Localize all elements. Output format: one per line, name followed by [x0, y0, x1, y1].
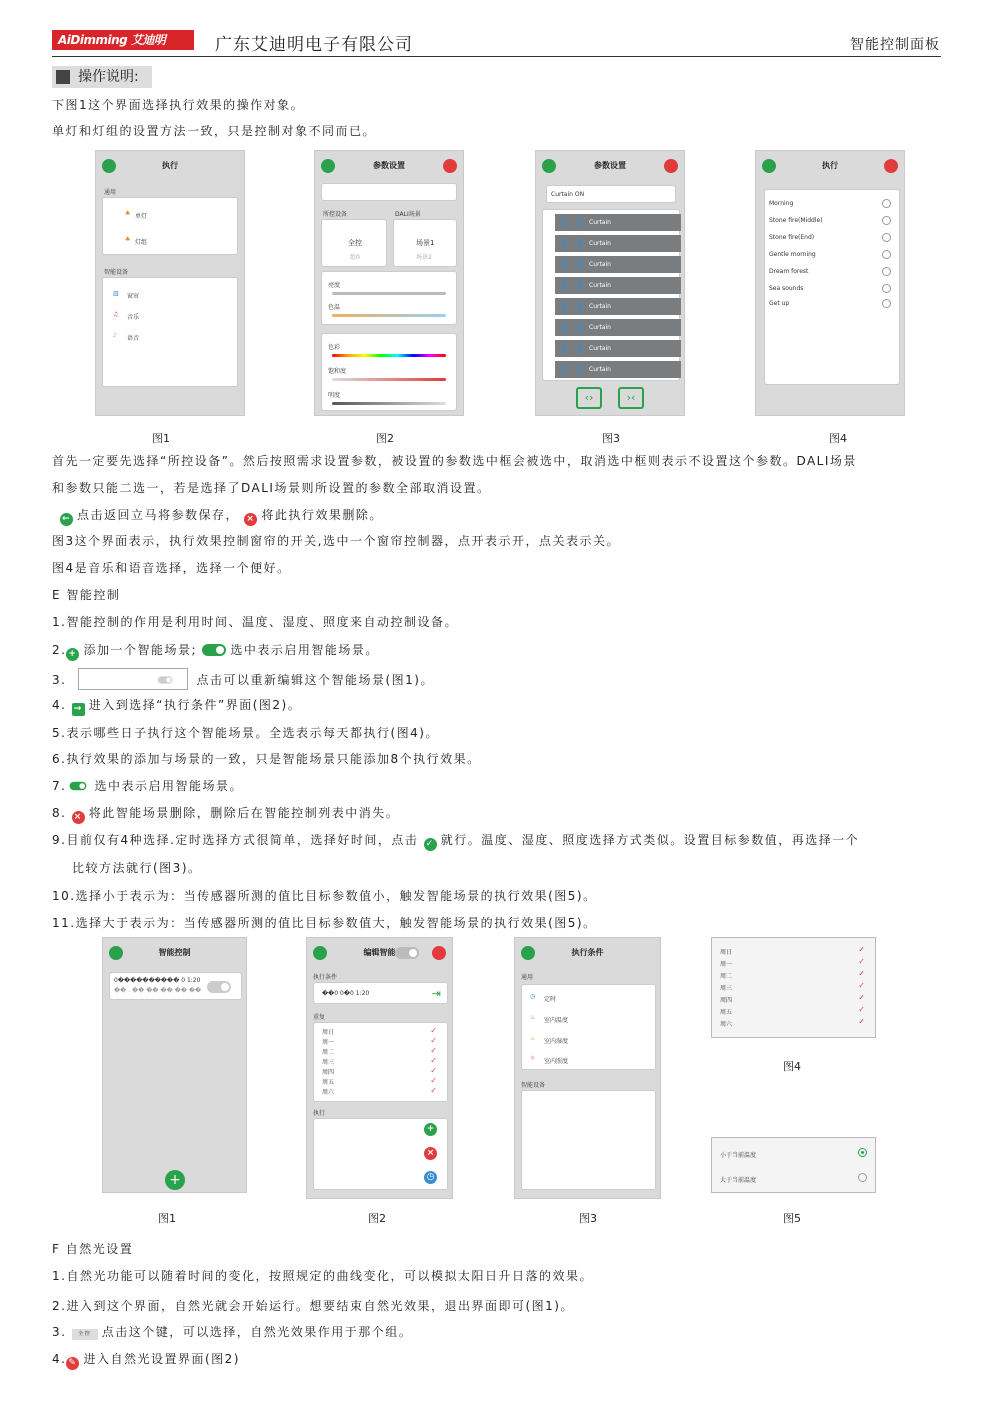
- fig2-lightness: 明度: [328, 392, 341, 399]
- back-icon: [321, 159, 335, 173]
- heading-e: E 智能控制: [52, 588, 121, 602]
- e-item-5: 5.表示哪些日子执行这个智能场景。全选表示每天都执行(图4)。: [52, 726, 439, 740]
- e-item-1: 1.智能控制的作用是利用时间、温度、湿度、照度来自动控制设备。: [52, 615, 458, 629]
- fig1-group-smart: 智能设备: [104, 269, 129, 276]
- fig2-param-screen: [314, 150, 464, 416]
- voice-icon: ♪: [113, 332, 117, 339]
- e-item-6: 6.执行效果的添加与场景的一致，只是智能场景只能添加8个执行效果。: [52, 752, 481, 766]
- para-2: 和参数只能二选一，若是选择了DALI场景则所设置的参数全部取消设置。: [52, 481, 491, 495]
- e-item-2: 2. + 添加一个智能场景; 选中表示启用智能场景。: [52, 643, 379, 659]
- enter-icon: →: [73, 704, 83, 714]
- fig3-curtain-list: [542, 209, 680, 381]
- fig3-curtain-screen: [535, 150, 685, 416]
- curtain-open-icon: ‹›: [576, 387, 602, 409]
- fig2-title: 参数设置: [373, 161, 405, 170]
- para-3: ← 点击返回立马将参数保存， × 将此执行效果删除。: [61, 508, 383, 524]
- fig2-dali-box: [393, 219, 457, 267]
- group-icon: ♣: [125, 236, 131, 243]
- fig2-brightness-card: [321, 271, 457, 325]
- delete-icon: ×: [73, 812, 83, 822]
- fig2-label-device: 所控设备: [323, 211, 348, 218]
- close-icon: [884, 159, 898, 173]
- smart-fig1-screen: 智能控制 0���������� 0 1:20 �� . �� �� �� �� �� +: [102, 937, 247, 1193]
- toggle-icon: [202, 644, 226, 656]
- header-divider: [52, 56, 941, 57]
- check-icon: ✓: [425, 839, 435, 849]
- curtain-item: Curtain: [555, 235, 681, 252]
- e-item-7: 7. 选中表示启用智能场景。: [52, 779, 243, 793]
- all-control-button-thumb: 全控: [72, 1329, 98, 1340]
- fig4-music-screen: [755, 150, 905, 416]
- curtain-item: Curtain: [555, 319, 681, 336]
- f-item-4: 4. ✎ 进入自然光设置界面(图2): [52, 1352, 240, 1368]
- fig1-item-voice: 语音: [127, 335, 140, 342]
- fig1-execute-screen: [95, 150, 245, 416]
- fig2-saturation: 饱和度: [328, 368, 347, 375]
- add-icon: +: [165, 1170, 185, 1190]
- close-icon: ×: [246, 514, 256, 524]
- smart-scene-row: 0���������� 0 1:20 �� . �� �� �� �� ��: [109, 972, 242, 1000]
- fig1-item-single: 单灯: [135, 213, 148, 220]
- smart-fig5-compare: 小于当前温度 大于当前温度: [711, 1137, 876, 1193]
- fig2-label-dali: DALI场景: [395, 211, 421, 218]
- fig2-scene2: 场景2: [416, 254, 432, 261]
- fig2-color-card: [321, 333, 457, 411]
- company-logo: AiDimming 艾迪明: [52, 30, 194, 50]
- fig3-title: 参数设置: [594, 161, 626, 170]
- e-item-9: 9.目前仅有4种选择.定时选择方式很简单，选择好时间，点击 ✓ 就行。温度、湿度、照度选择方式类似。设置目标参数值，再选择一个: [52, 833, 860, 849]
- product-name: 智能控制面板: [850, 37, 940, 53]
- company-name: 广东艾迪明电子有限公司: [215, 35, 413, 55]
- e-item-11: 11.选择大于表示为：当传感器所测的值比目标参数值大，触发智能场景的执行效果(图5)。: [52, 916, 597, 930]
- back-icon: [542, 159, 556, 173]
- back-icon: ←: [61, 514, 72, 524]
- fig2-group0: 组0: [350, 254, 360, 261]
- caption-fig2: 图2: [376, 432, 394, 445]
- curtain-item: Curtain: [555, 256, 681, 273]
- heading-f: F 自然光设置: [52, 1242, 134, 1256]
- back-icon: [762, 159, 776, 173]
- curtain-item: Curtain: [555, 277, 681, 294]
- fig2-color: 色彩: [328, 344, 341, 351]
- back-icon: [313, 946, 327, 960]
- curtain-icon: ▥: [113, 290, 119, 297]
- e-item-9-cont: 比较方法就行(图3)。: [72, 861, 202, 875]
- close-icon: [664, 159, 678, 173]
- fig1-item-group: 灯组: [135, 239, 148, 246]
- intro-line-2: 单灯和灯组的设置方法一致，只是控制对象不同而已。: [52, 124, 377, 138]
- e-item-10: 10.选择小于表示为：当传感器所测的值比目标参数值小，触发智能场景的执行效果(图5)。: [52, 889, 597, 903]
- delete-icon: ×: [424, 1147, 437, 1160]
- fig4-list: Morning Stone fire(Middle) Stone fire(End) Gentle morning Dream forest Sea sounds Get up: [764, 189, 900, 385]
- music-icon: ♫: [113, 311, 119, 318]
- fig2-field: [321, 183, 457, 201]
- curtain-item: Curtain: [555, 361, 681, 378]
- scene-row-thumbnail: [78, 668, 188, 690]
- f-item-3: 3. 全控 点击这个键，可以选择，自然光效果作用于那个组。: [52, 1325, 413, 1339]
- close-icon: [443, 159, 457, 173]
- f-item-2: 2.进入到这个界面，自然光就会开始运行。想要结束自然光效果，退出界面即可(图1)。: [52, 1299, 574, 1313]
- caption-fig4: 图4: [829, 432, 847, 445]
- fig1-group-general: 通用: [104, 189, 117, 196]
- para-1: 首先一定要先选择“所控设备”。然后按照需求设置参数，被设置的参数选中框会被选中，取消选中框则表示不设置这个参数。DALI场景: [52, 454, 857, 468]
- fig1-item-music: 音乐: [127, 314, 140, 321]
- curtain-item: Curtain: [555, 298, 681, 315]
- fig1-general-card: [102, 197, 238, 255]
- back-icon: [521, 946, 535, 960]
- add-icon: +: [424, 1123, 437, 1136]
- fig2-scene1: 场景1: [416, 239, 435, 247]
- bulb-icon: ♣: [125, 210, 131, 217]
- smart-fig2-screen: 编辑智能 执行条件 ��0 0�0 1:20 ⇥ 重复 周日 ✓ 周一 ✓ 周二 ✓ 周三 ✓ 周四 ✓ 周五 ✓ 周六 ✓ 执行 + × ◷: [306, 937, 453, 1199]
- close-icon: [432, 946, 446, 960]
- curtain-item: Curtain: [555, 340, 681, 357]
- e-item-3: 3. 点击可以重新编辑这个智能场景(图1)。: [52, 668, 434, 690]
- curtain-close-icon: ›‹: [618, 387, 644, 409]
- e-item-8: 8. × 将此智能场景删除，删除后在智能控制列表中消失。: [52, 806, 400, 822]
- fig2-device-box: [321, 219, 387, 267]
- fig2-all-control: 全控: [348, 239, 362, 247]
- smart-fig3-screen: 执行条件 通用 ◷ 定时 ♨ 室内温度 ♨ 室内湿度 ☼ 室内照度 智能设备: [514, 937, 661, 1199]
- smart-fig4-days: 周日 ✓ 周一 ✓ 周二 ✓ 周三 ✓ 周四 ✓ 周五 ✓ 周六 ✓: [711, 937, 876, 1038]
- toggle-icon: [70, 782, 87, 790]
- e-item-4: 4. → 进入到选择“执行条件”界面(图2)。: [52, 698, 302, 714]
- settings-icon: ✎: [68, 1358, 78, 1368]
- back-icon: [109, 946, 123, 960]
- caption-fig1: 图1: [152, 432, 170, 445]
- curtain-item: Curtain: [555, 214, 681, 231]
- fig2-color-temp: 色温: [328, 304, 341, 311]
- fig4-title: 执行: [822, 161, 838, 170]
- section-heading: 操作说明:: [52, 66, 152, 88]
- caption-fig3: 图3: [602, 432, 620, 445]
- intro-line-1: 下图1这个界面选择执行效果的操作对象。: [52, 98, 305, 112]
- add-icon: +: [68, 649, 78, 659]
- para-5: 图4是音乐和语音选择，选择一个便好。: [52, 561, 291, 575]
- back-icon: [102, 159, 116, 173]
- repeat-days: 周日 ✓ 周一 ✓ 周二 ✓ 周三 ✓ 周四 ✓ 周五 ✓ 周六 ✓: [313, 1022, 448, 1102]
- enter-icon: ⇥: [431, 987, 441, 1000]
- fig2-brightness: 亮度: [328, 282, 341, 289]
- clock-icon: ◷: [424, 1171, 437, 1184]
- f-item-1: 1.自然光功能可以随着时间的变化，按照规定的曲线变化，可以模拟太阳日升日落的效果。: [52, 1269, 593, 1283]
- para-4: 图3这个界面表示，执行效果控制窗帘的开关,选中一个窗帘控制器，点开表示开，点关表示关。: [52, 534, 620, 548]
- fig3-field: Curtain ON: [546, 185, 676, 203]
- fig1-smart-card: [102, 277, 238, 387]
- fig1-title: 执行: [162, 161, 178, 170]
- fig1-item-curtain: 窗帘: [127, 293, 140, 300]
